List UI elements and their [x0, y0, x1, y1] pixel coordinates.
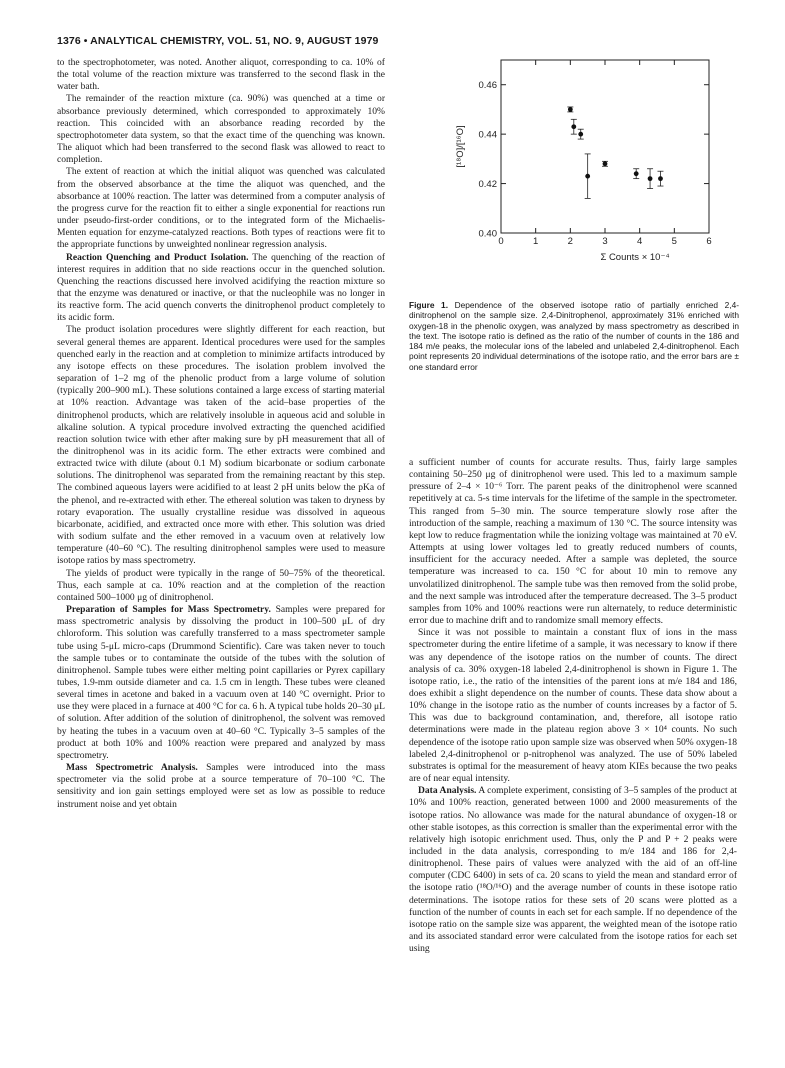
paragraph	[409, 457, 737, 627]
x-tick-label: 5	[671, 236, 677, 247]
paragraph-text: The extent of reaction at which the initial aliquot was quenched was calculated from the observed absorbance at the time the aliquot was quenched, and the absorbance at 100% reaction. The latter was determined from a computer analysis of the progress curve for the reaction fit to either a single exponential for reactions run under pseudo-first-order conditions, or to the integrated form of the Michaelis-Menten equation for enzyme-catalyzed reactions. Both types of reactions were fit to the appropriate functions by unweighted nonlinear regression analysis.	[57, 166, 385, 251]
paragraph	[57, 324, 385, 567]
data-marker	[585, 174, 590, 179]
x-tick-label: 1	[533, 236, 539, 247]
section-heading: Mass Spectrometric Analysis.	[66, 762, 198, 774]
data-marker	[658, 176, 663, 181]
x-tick-label: 2	[567, 236, 573, 247]
figure-1	[409, 50, 739, 290]
paragraph-text: A complete experiment, consisting of 3–5 samples of the product at 10% and 100% reaction, generated between 1000 and 2000 measurements of the isotope ratios. No allowance was made for the natural abundance of oxygen-18 or other stable isotopes, as this correction is smaller than the experimental error with the relatively high isotopic enrichment used. Thus, only the P and P + 2 peaks were included in the data analysis, corresponding to m/e 184 and 186 for 2,4-dinitrophenol. These pairs of values were analyzed with the aid of an off-line computer (CDC 6400) in sets of ca. 20 scans to yield the mean and standard error of the isotope ratio (¹⁸O/¹⁶O) and the average number of counts in these isotope ratio determinations. The isotope ratios for these sets of 20 scans were plotted as a function of the number of counts in each set for each sample. If no dependence of the isotope ratio on the sample size was apparent, the weighted mean of the isotope ratio and its associated standard error were calculated from the isotope ratios for each set using	[409, 785, 737, 955]
data-point	[633, 169, 639, 179]
right-column	[409, 457, 737, 955]
x-tick-label: 4	[637, 236, 643, 247]
section-heading: Preparation of Samples for Mass Spectrometry.	[66, 604, 271, 616]
section-heading: Data Analysis.	[418, 785, 477, 797]
data-point	[647, 169, 653, 189]
paragraph-text: to the spectrophotometer, was noted. Another aliquot, corresponding to ca. 10% of the total volume of the reaction mixture was transferred to the second flask in the water bath.	[57, 57, 385, 93]
data-marker	[648, 176, 653, 181]
figure-caption-text: Dependence of the observed isotope ratio of partially enriched 2,4-dinitrophenol on the sample size. 2,4-Dinitrophenol, approximately 31% enriched with oxygen-18 in the phenolic oxygen, was analyzed by mass spectrometry as described in the text. The isotope ratio is defined as the ratio of the number of counts in the 186 and 184 m/e peaks, the molecular ions of the labeled and unlabeled 2,4-dinitrophenol. Each point represents 20 individual determinations of the isotope ratio, and the error bars are ± one standard error	[409, 300, 739, 372]
x-tick-label: 6	[706, 236, 712, 247]
plot-frame	[501, 60, 709, 233]
paragraph-text: Samples were introduced into the mass spectrometer via the solid probe at a source temperature of 70–100 °C. The sensitivity and ion gain settings employed were set as low as possible to reduce instrument noise and yet obtain	[57, 762, 385, 810]
y-tick-label: 0.42	[478, 179, 497, 191]
x-tick-label: 3	[602, 236, 608, 247]
section-heading: Reaction Quenching and Product Isolation.	[66, 251, 249, 263]
data-point	[567, 107, 573, 112]
y-axis-label: [¹⁸O]/[¹⁶O]	[455, 125, 466, 168]
y-tick-label: 0.44	[478, 129, 497, 141]
isotope-ratio-chart	[409, 50, 739, 290]
data-point	[578, 129, 584, 139]
paragraph-text: The product isolation procedures were slightly different for each reaction, but several general themes are apparent. Identical procedures were used for the samples quenched early in the reaction and at completion to minimize artifacts introduced by any isotope effects on these procedures. The isolation problem involved the separation of 1–2 mg of the phenolic product from a large volume of solution (typically 200–900 mL). These solutions contained a large excess of starting material at 10% reaction. Advantage was taken of the acid–base properties of the dinitrophenol products, which are relatively insoluble in aqueous acid and soluble in alkaline solution. A typical procedure involved extracting the quenched acidified reaction solution twice with ether after making sure by pH measurement that all of the dinitrophenol was in its acidic form. The ether extracts were combined and extracted twice with dilute (about 0.1 M) sodium bicarbonate or sodium carbonate solutions. The dinitrophenol was separated from the remaining reactant by this step. The combined aqueous layers were acidified to at least 2 pH units below the pKa of the phenol, and re-extracted with ether. The ethereal solution was taken to dryness by rotary evaporation. The usually crystalline residue was dissolved in aqueous bicarbonate, acidified, and extracted once more with ether. This solution was dried with sodium sulfate and the ether removed in a vacuum oven at relatively low temperature (40–60 °C). The resulting dinitrophenol samples were used to measure isotope ratios by mass spectrometry.	[57, 324, 385, 567]
x-axis-label: Σ Counts × 10⁻⁴	[600, 252, 670, 263]
paragraph-text: Samples were prepared for mass spectrometric analysis by dissolving the product in 100–500 μL of dry chloroform. This solution was carefully transferred to a mass spectrometer sample tube using 5-μL micro-caps (Drummond Scientific). Care was taken never to touch the sample tubes or to contaminate the outside of the tubes with the solution of dinitrophenol. Sample tubes were either melting point capillaries or Pyrex capillary tubes, 1.9-mm outside diameter and ca. 1.5 cm in length. These tubes were cleaned several times in acetone and baked in a vacuum oven at 140 °C overnight. Prior to use they were placed in a furnace at 400 °C for ca. 6 h. A typical tube holds 20–30 μL of solution. After addition of the solution of dinitrophenol, the solvent was removed by heating the tubes in a vacuum oven at 40–60 °C. Typically 3–5 samples of the product at both 10% and 100% reaction were prepared and analyzed by mass spectrometry.	[57, 604, 385, 761]
paragraph-text: The yields of product were typically in the range of 50–75% of the theoretical. Thus, each sample at ca. 10% reaction and at the completion of the reaction contained 500–1000 μg of dinitrophenol.	[57, 567, 385, 603]
paragraph	[57, 252, 385, 325]
data-marker	[571, 124, 576, 129]
paragraph	[57, 166, 385, 251]
data-point	[571, 119, 577, 134]
paragraph	[57, 762, 385, 811]
data-point	[585, 154, 591, 198]
data-marker	[603, 161, 608, 166]
paragraph-text: Since it was not possible to maintain a constant flux of ions in the mass spectrometer during the entire lifetime of a sample, it was necessary to know if there was any dependence of the isotope ratios on the number of counts. The direct analysis of ca. 30% oxygen-18 labeled 2,4-dinitrophenol is shown in Figure 1. The isotope ratio, i.e., the ratio of the intensities of the parent ions at m/e 184 and 186, does exhibit a slight dependence on the number of counts. These data show about a 10% change in the isotope ratio as the number of counts increases by a factor of 5. This was due to background contamination, and, therefore, all isotope ratio determinations were made in the plateau region above 3 × 10⁴ counts. No such dependence of the isotope ratio upon sample size was observed when 50% oxygen-18 labeled 2,4-dinitrophenol or p-nitrophenol was analyzed. The use of 50% labeled substrates is optimal for the measurement of heavy atom KIEs because the two peaks are of near equal intensity.	[409, 627, 737, 785]
left-column	[57, 57, 385, 811]
running-header: 1376 • ANALYTICAL CHEMISTRY, VOL. 51, NO. 9, AUGUST 1979	[57, 35, 379, 47]
figure-label: Figure 1.	[409, 300, 449, 310]
data-marker	[568, 107, 573, 112]
paragraph-text: The remainder of the reaction mixture (ca. 90%) was quenched at a time or absorbance previously determined, which corresponded to approximately 10% reaction. This coincided with an absorbance reading recorded by the spectrophotometer data system, so that the exact time of the quenching was known. The aliquot which had been transferred to the second flask was allowed to react to completion.	[57, 93, 385, 166]
paragraph	[57, 568, 385, 604]
paragraph	[57, 604, 385, 762]
paragraph	[57, 93, 385, 166]
data-marker	[578, 132, 583, 137]
y-tick-label: 0.40	[478, 228, 497, 240]
paragraph-text: The quenching of the reaction of interest requires in addition that no side reactions occur in the quenched solution. Quenching the reactions discussed here involved acidifying the reaction mixture so that the enzyme was denatured or inactive, or that the nucleophile was no longer in its reactive form. The acid quench converts the dinitrophenol product completely to its acidic form.	[57, 251, 386, 324]
figure-caption	[409, 300, 739, 372]
paragraph	[409, 627, 737, 785]
data-point	[602, 161, 608, 166]
data-point	[657, 171, 663, 186]
paragraph	[409, 785, 737, 955]
x-tick-label: 0	[498, 236, 504, 247]
paragraph	[57, 57, 385, 93]
paragraph-text: a sufficient number of counts for accurate results. Thus, fairly large samples containing 50–250 μg of dinitrophenol were used. This led to a maximum sample pressure of 2–4 × 10⁻⁶ Torr. The parent peaks of the dinitrophenol were scanned repetitively at ca. 5-s time intervals for the lifetime of the sample in the spectrometer. This ranged from 5–30 min. The source temperature slowly rose after the introduction of the sample, reaching a maximum of 130 °C. The source intensity was kept low to reduce fragmentation while the ionizing voltage was maintained at 70 eV. Attempts at using lower voltages led to greatly reduced numbers of counts, insufficient for the accuracy needed. After a sample was depleted, the source temperature was increased to ca. 150 °C for about 10 min to remove any unvolatilized dinitrophenol. The sample tube was then removed from the solid probe, and the next sample was introduced after the temperature decreased. The 3–5 product samples from 10% and 100% reactions were run alternately, to reduce deterministic error due to machine drift and to randomize small memory effects.	[409, 457, 737, 627]
data-marker	[634, 171, 639, 176]
y-tick-label: 0.46	[478, 80, 497, 92]
